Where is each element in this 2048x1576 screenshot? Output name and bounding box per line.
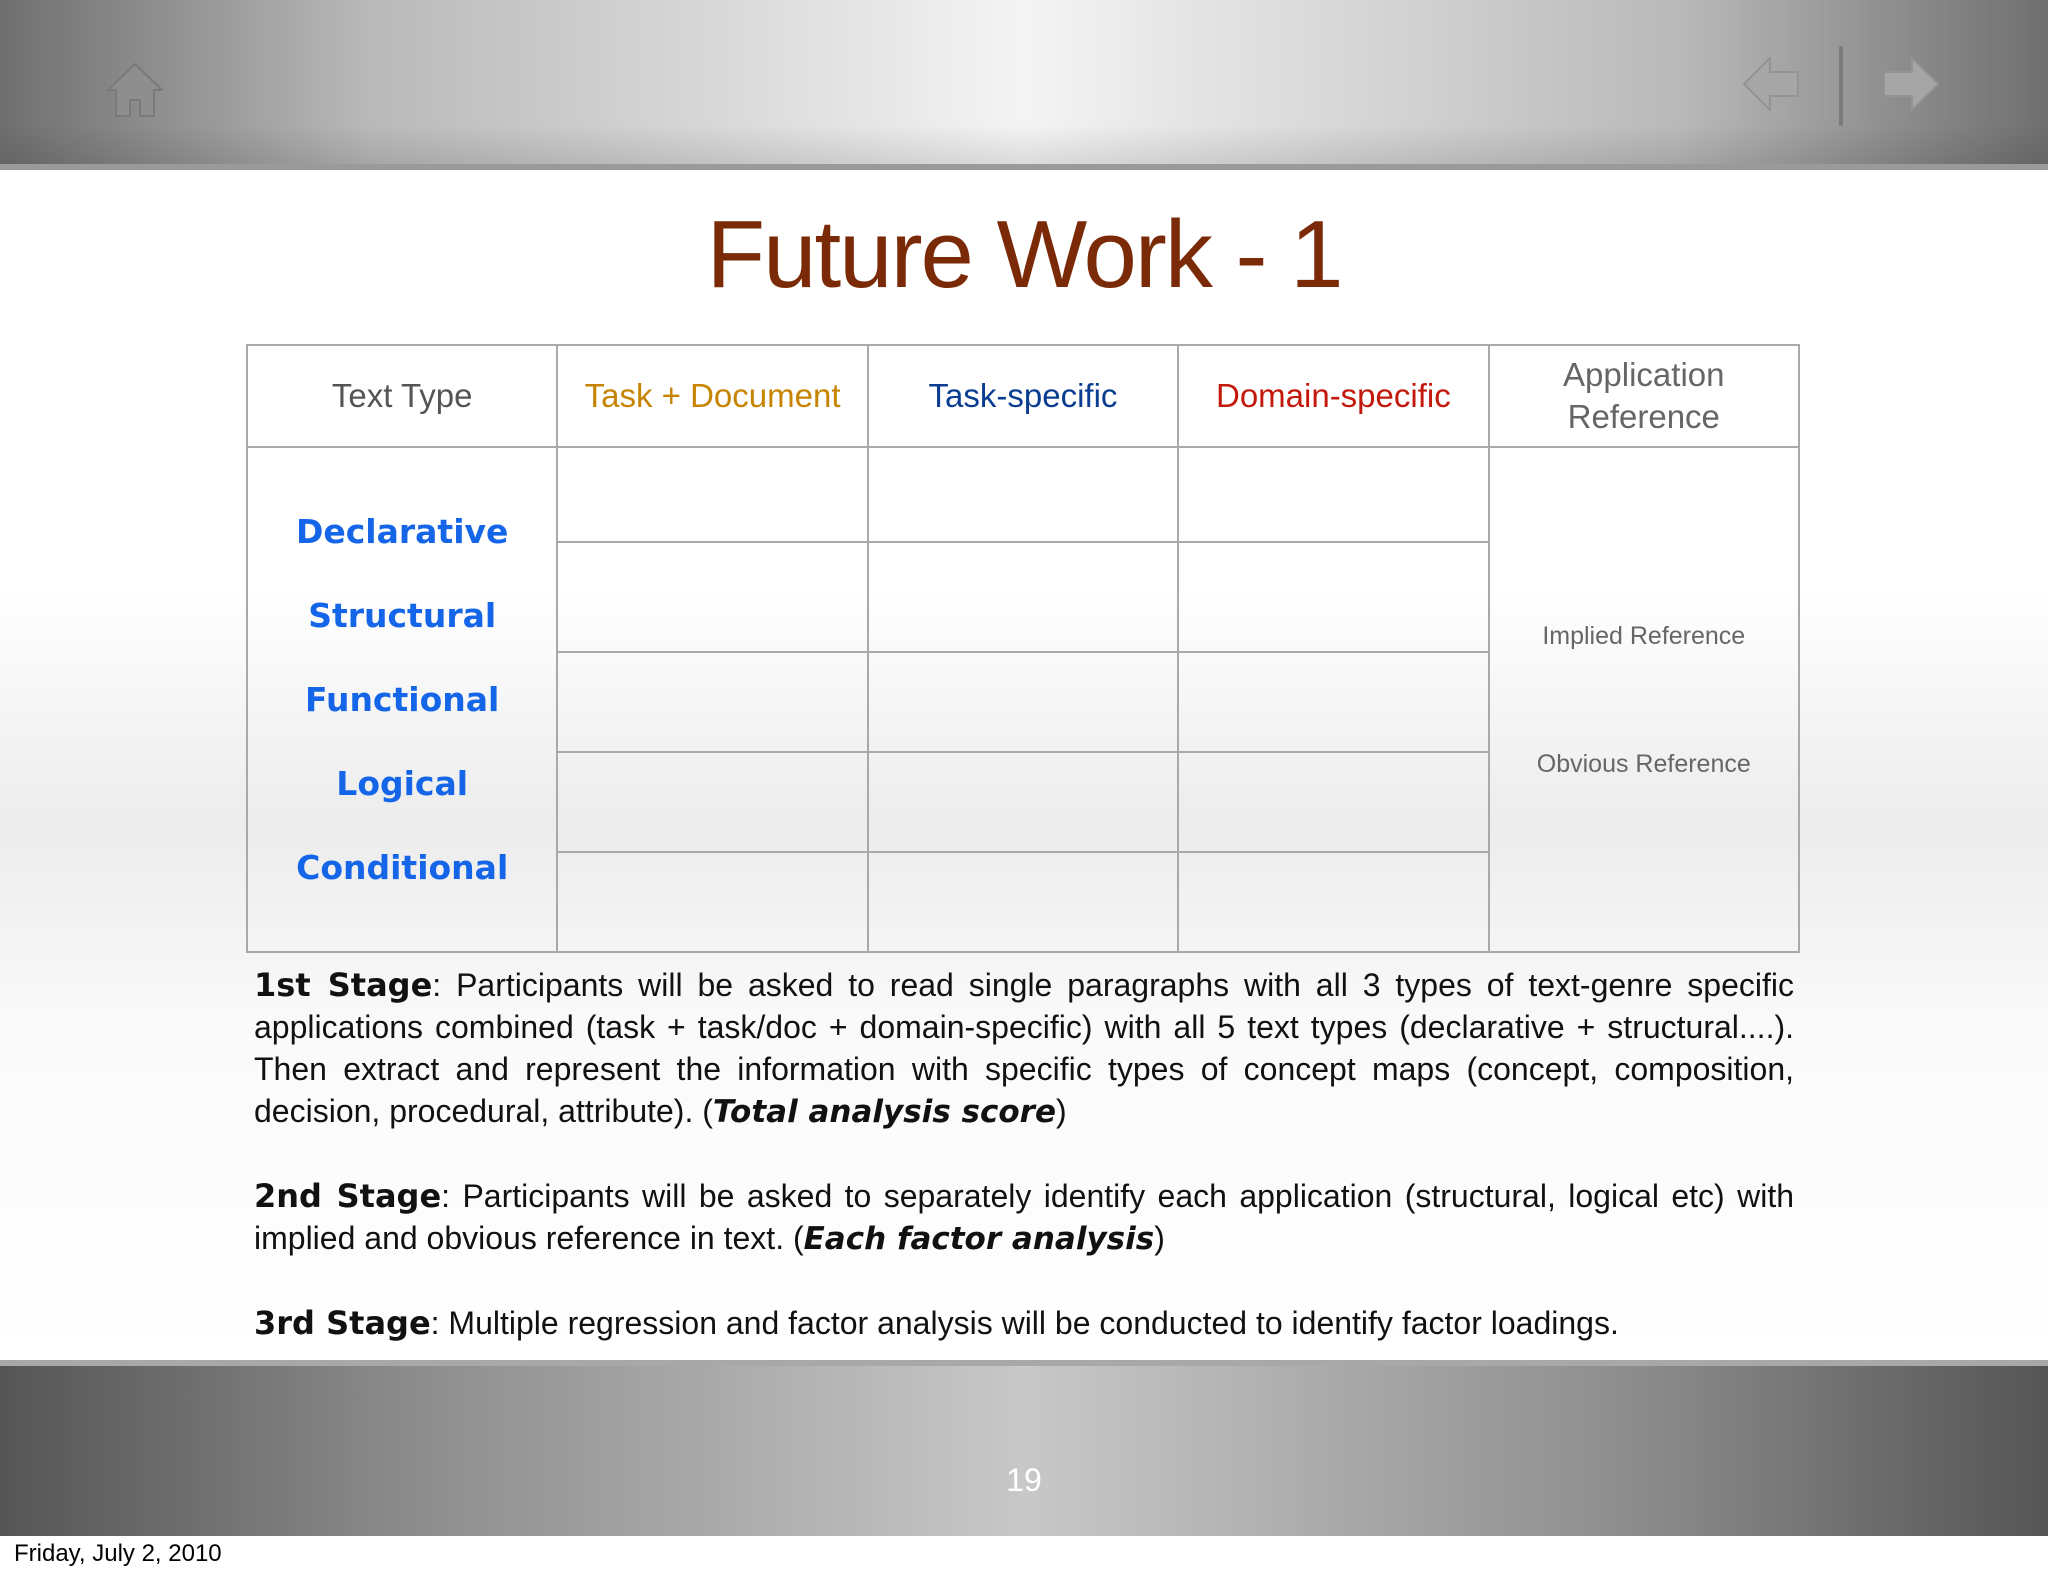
text-type-logical: Logical (336, 763, 469, 803)
table-cell (557, 752, 867, 852)
table-header-row (247, 345, 1799, 447)
table-cell (1178, 752, 1488, 852)
table-cell (868, 652, 1178, 752)
application-reference-cell (1489, 447, 1799, 952)
table-cell (868, 542, 1178, 652)
page-number: 19 (1006, 1462, 1042, 1498)
header-application-reference-label: Application Reference (1563, 356, 1725, 435)
arrow-left-icon[interactable] (1742, 56, 1800, 112)
top-toolbar (0, 0, 2048, 170)
home-icon[interactable] (104, 60, 166, 120)
table-cell (868, 752, 1178, 852)
stage-2-emphasis: Each factor analysis (803, 1221, 1155, 1257)
table-cell (557, 852, 867, 952)
table-row (247, 447, 1799, 542)
footer-date: Friday, July 2, 2010 (14, 1540, 222, 1567)
stage-2-text: : Participants will be asked to separately identify each application (structural, logical etc) with implied and obvious reference in text. ( (254, 1178, 1795, 1256)
stage-1-emphasis: Total analysis score (712, 1094, 1056, 1130)
text-type-structural: Structural (308, 595, 497, 635)
stage-1-paragraph (254, 964, 1794, 1133)
text-types-cell (247, 447, 557, 952)
table-cell (868, 447, 1178, 542)
stage-3-label: 3rd Stage (254, 1304, 431, 1342)
arrow-right-icon[interactable] (1882, 56, 1940, 112)
table-cell (557, 447, 867, 542)
bottom-bar (0, 1360, 2048, 1536)
table-cell (557, 542, 867, 652)
obvious-reference-label: Obvious Reference (1536, 749, 1751, 778)
stage-1-text: : Participants will be asked to read single paragraphs with all 3 types of text-genre specific applications combined (task + task/doc + domain-specific) with all 5 text types (declarative + structural....). Then extract and represent the information with specific types of concept maps (concept, composition, decision, procedural, attribute). ( (254, 967, 1795, 1129)
stage-1-suffix: ) (1056, 1093, 1067, 1129)
text-type-conditional: Conditional (296, 847, 509, 887)
stage-2-paragraph (254, 1175, 1794, 1260)
stage-2-suffix: ) (1154, 1220, 1165, 1256)
table-cell (1178, 447, 1488, 542)
header-domain-specific: Domain-specific (1178, 345, 1488, 447)
header-text-type: Text Type (247, 345, 557, 447)
implied-reference-label: Implied Reference (1542, 621, 1746, 650)
text-type-functional: Functional (305, 679, 500, 719)
table-cell (1178, 542, 1488, 652)
slide-title: Future Work - 1 (706, 201, 1342, 308)
table-cell (557, 652, 867, 752)
text-type-table (246, 344, 1800, 953)
header-task-document: Task + Document (557, 345, 867, 447)
table-cell (868, 852, 1178, 952)
stage-2-label: 2nd Stage (254, 1177, 442, 1215)
stage-3-paragraph (254, 1302, 1794, 1344)
stage-1-label: 1st Stage (254, 966, 433, 1004)
table-cell (1178, 852, 1488, 952)
header-task-specific: Task-specific (868, 345, 1178, 447)
nav-divider (1839, 46, 1843, 126)
header-application-reference (1489, 345, 1799, 447)
text-type-declarative: Declarative (295, 511, 509, 551)
stage-3-text: : Multiple regression and factor analysis will be conducted to identify factor loadings. (430, 1305, 1619, 1341)
table-cell (1178, 652, 1488, 752)
stages-description (254, 964, 1794, 1386)
